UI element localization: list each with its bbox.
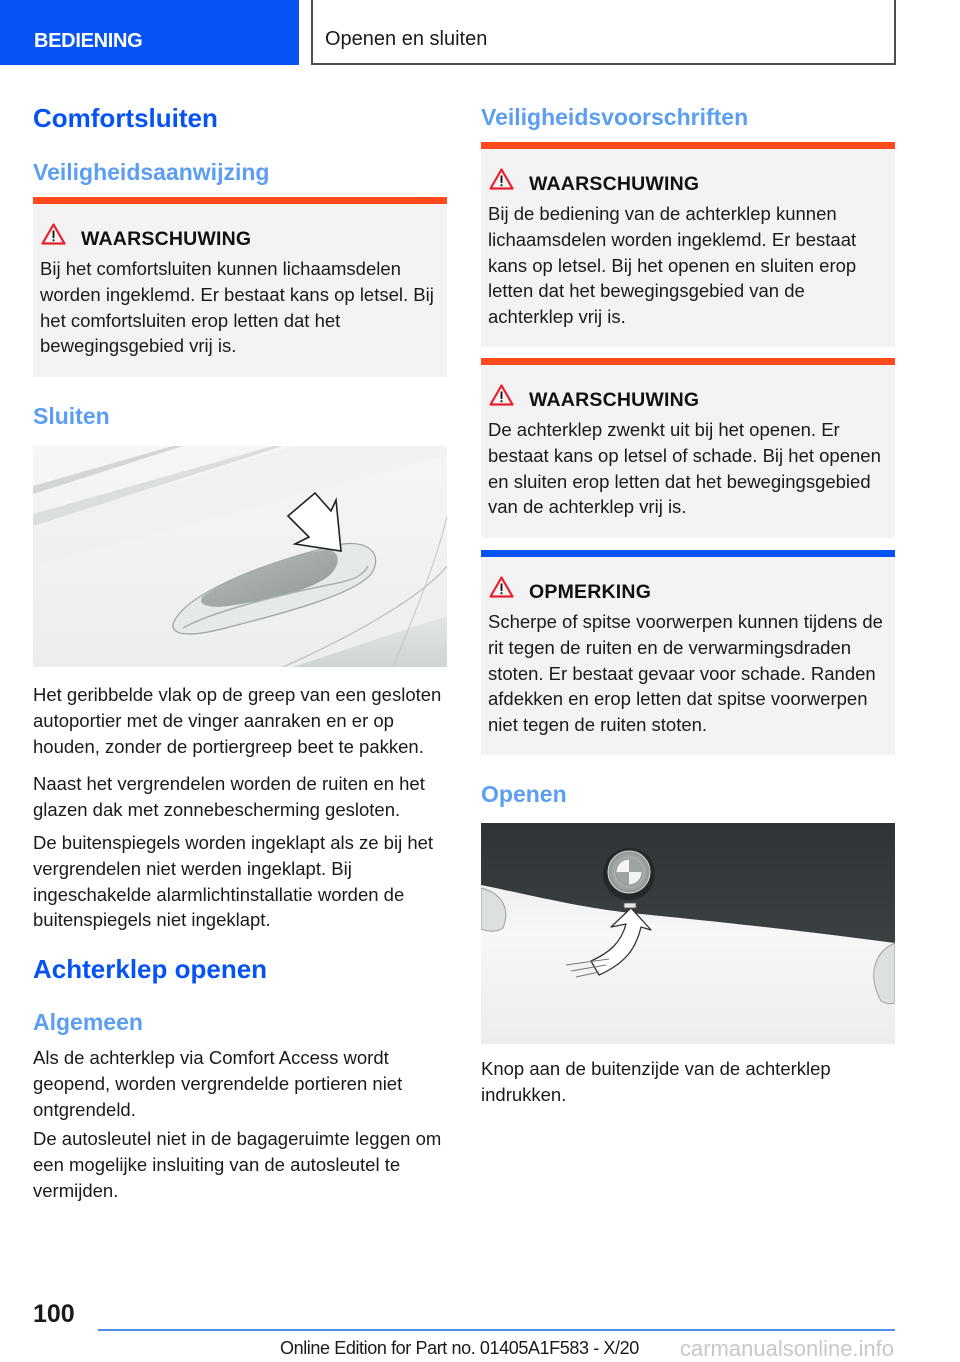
edition-label: Online Edition for Part no. 01405A1F583 - X/20: [280, 1338, 639, 1358]
door-handle-image: [33, 446, 447, 667]
heading-openen: Openen: [481, 781, 567, 807]
warning-triangle-icon: [489, 384, 514, 406]
paragraph-sluiten-2: Naast het vergrendelen worden de ruiten en het glazen dak met zonnebescherming gesloten.: [33, 773, 425, 820]
tailgate-image: [481, 823, 895, 1044]
paragraph-sluiten-3: De buitenspiegels worden ingeklapt als ze bij het vergrendelen niet werden ingeklapt. Bij ingeschakelde alarmlichtinstallatie worden de buitenspiegels niet ingeklapt.: [33, 832, 434, 931]
heading-sluiten: Sluiten: [33, 403, 110, 429]
tailgate-illustration: [481, 823, 895, 1044]
note-title: OPMERKING: [529, 581, 652, 603]
warning-title: WAARSCHUWING: [529, 389, 700, 411]
watermark: carmanualsonline.info: [680, 1336, 895, 1361]
paragraph-sluiten-1: Het geribbelde vlak op de greep van een gesloten autoportier met de vinger aanraken en er op houden, zonder de portiergreep beet te pakken.: [33, 684, 442, 757]
warning-text: Bij het comfortsluiten kunnen lichaamsdelen worden ingeklemd. Er bestaat kans op letsel. Bij het comfortsluiten erop letten dat het bewegingsgebied vrij is.: [40, 258, 434, 357]
note-box: [481, 550, 895, 755]
heading-comfortsluiten: Comfortsluiten: [33, 103, 218, 133]
warning-triangle-icon: [489, 576, 514, 598]
paragraph-openen: Knop aan de buitenzijde van de achterklep indrukken.: [481, 1058, 831, 1105]
warning-text: Bij de bediening van de achterklep kunnen lichaamsdelen worden ingeklemd. Er bestaat kans op letsel. Bij het openen en sluiten erop letten dat het bewegingsgebied van de achterklep vrij is.: [488, 203, 857, 328]
chapter-label: Openen en sluiten: [325, 28, 488, 50]
section-tab: [0, 0, 299, 65]
warning-triangle-icon: [489, 168, 514, 190]
paragraph-algemeen-2: De autosleutel niet in de bagageruimte leggen om een mogelijke insluiting van de autosleutel te vermijden.: [33, 1128, 442, 1201]
warning-text: De achterklep zwenkt uit bij het openen. Er bestaat kans op letsel of schade. Bij het openen en sluiten erop letten dat het bewegingsgebied van de achterklep vrij is.: [488, 419, 881, 518]
warning-triangle-icon: [41, 223, 66, 245]
warning-box: [481, 358, 895, 538]
footer-divider: [98, 1329, 895, 1331]
section-label: BEDIENING: [34, 30, 143, 52]
warning-title: WAARSCHUWING: [529, 173, 700, 195]
paragraph-algemeen-1: Als de achterklep via Comfort Access wordt geopend, worden vergrendelde portieren niet ontgrendeld.: [33, 1047, 403, 1120]
heading-achterklep-openen: Achterklep openen: [33, 954, 268, 984]
heading-algemeen: Algemeen: [33, 1009, 143, 1035]
heading-veiligheidsaanwijzing: Veiligheidsaanwijzing: [33, 159, 270, 185]
door-handle-illustration: [33, 446, 447, 667]
chapter-tab: [311, 0, 896, 65]
warning-box: [33, 197, 447, 377]
heading-veiligheidsvoorschriften: Veiligheidsvoorschriften: [481, 104, 749, 130]
warning-title: WAARSCHUWING: [81, 228, 252, 250]
page-number: 100: [33, 1300, 75, 1328]
note-text: Scherpe of spitse voorwerpen kunnen tijdens de rit tegen de ruiten en de verwarmingsdraden stoten. Er bestaat gevaar voor schade. Randen afdekken en erop letten dat spitse voorwerpen niet tegen de ruiten stoten.: [488, 611, 883, 736]
warning-box: [481, 142, 895, 347]
